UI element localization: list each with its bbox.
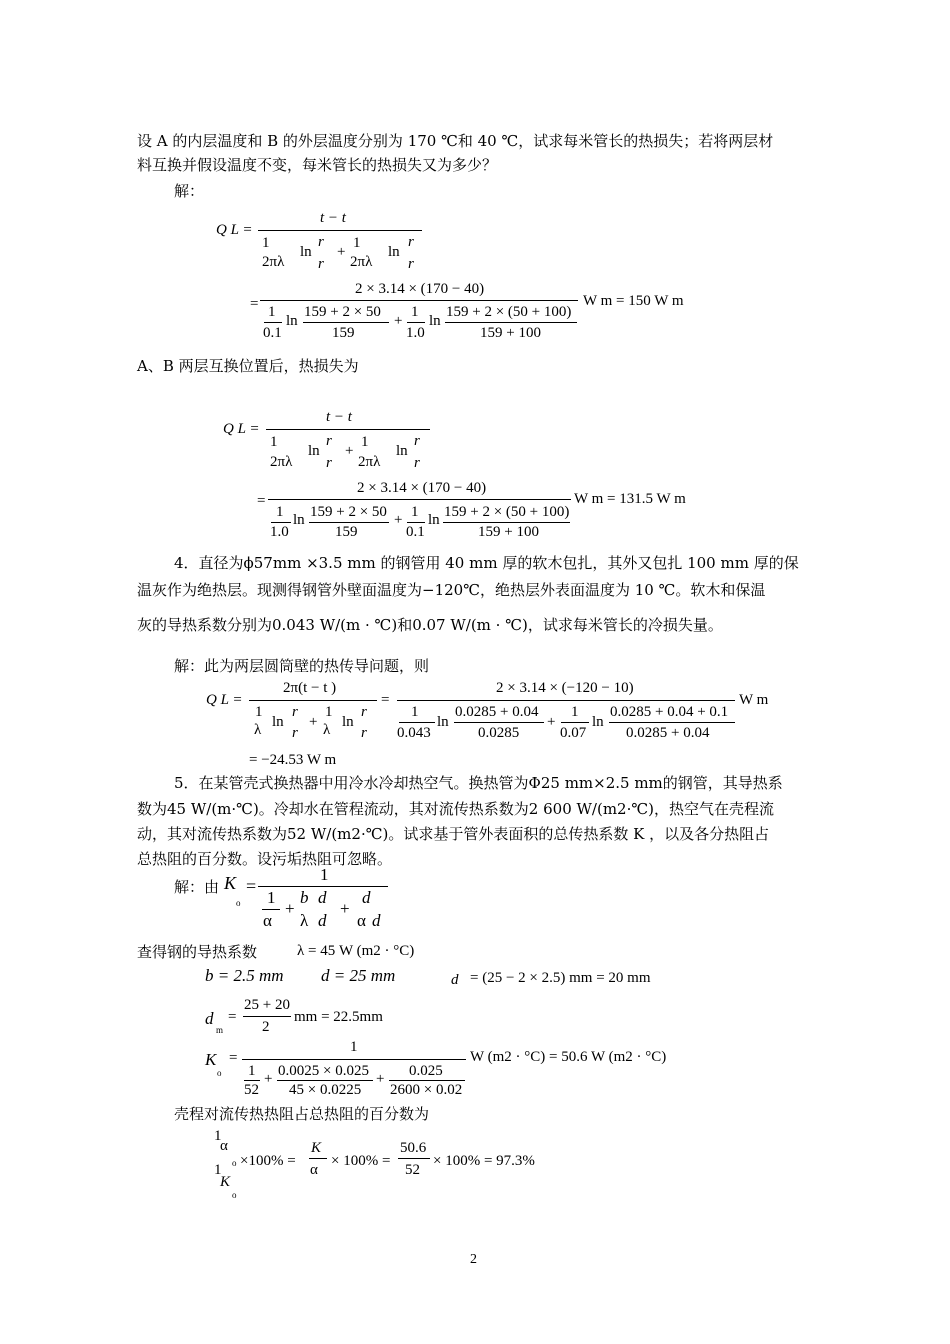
eq-term: + (340, 899, 350, 918)
eq-term: 1 (361, 434, 369, 450)
eq-term: mm = 22.5mm (294, 1009, 383, 1025)
fraction-bar (266, 429, 430, 430)
eq-term: 0.0285 (478, 725, 520, 741)
eq-result: W m = 150 W m (583, 293, 684, 309)
eq-term: 2πλ (262, 254, 285, 270)
eq-term: 2πλ (358, 454, 381, 470)
eq-term: + (345, 443, 354, 459)
eq-term: 1 (411, 704, 419, 720)
paragraph-line: 总热阻的百分数。设污垢热阻可忽略。 (137, 850, 393, 868)
eq-term: ln (396, 443, 408, 459)
eq-term: 159 + 2 × 50 (310, 504, 387, 520)
eq-numerator: 2 × 3.14 × (−120 − 10) (496, 680, 634, 696)
eq-subscript: o (232, 1158, 237, 1168)
eq-term: ln (592, 714, 604, 730)
eq-result: W (m2 · °C) = 50.6 W (m2 · °C) (470, 1049, 667, 1065)
eq-term: 1 (325, 704, 333, 720)
eq-term: K (224, 873, 237, 893)
fraction-bar (244, 1080, 260, 1081)
eq-term: r (361, 704, 367, 720)
eq-term: 159 (335, 524, 358, 540)
eq-b: b = 2.5 mm (205, 966, 284, 985)
eq-term: = (229, 1050, 238, 1066)
eq-term: 1 (270, 434, 278, 450)
eq-term: = (257, 493, 266, 509)
eq-term: K (205, 1050, 217, 1069)
eq-term: + (394, 313, 403, 329)
eq-term: 1 (214, 1162, 222, 1178)
eq-term: r (408, 234, 414, 250)
eq-term: 0.0285 + 0.04 (455, 704, 539, 720)
fraction-bar (271, 522, 291, 523)
paragraph-line: 5．在某管壳式换热器中用冷水冷却热空气。换热管为Φ25 mm×2.5 mm的钢管，其导热系 (174, 774, 783, 792)
paragraph-line: 设 A 的内层温度和 B 的外层温度分别为 170 ℃和 40 ℃，试求每米管长的热损失；若将两层材 (137, 132, 774, 150)
eq-term: 159 + 2 × (50 + 100) (444, 504, 570, 520)
fraction-bar (399, 722, 435, 723)
paragraph-line: 壳程对流传热热阻占总热阻的百分数为 (174, 1105, 430, 1123)
fraction-bar (303, 322, 389, 323)
eq-term: ln (293, 512, 305, 528)
fraction-bar (277, 1080, 373, 1081)
eq-term: 2πλ (270, 454, 293, 470)
eq-term: r (292, 704, 298, 720)
eq-term: 45 × 0.0225 (289, 1082, 362, 1098)
eq-term: 1 (353, 235, 361, 251)
eq-subscript: m (216, 1025, 224, 1035)
fraction-bar (258, 886, 388, 887)
eq-term: d (318, 911, 327, 930)
eq-term: 159 + 2 × (50 + 100) (446, 304, 572, 320)
eq-term: + (285, 899, 295, 918)
eq-term: 0.1 (263, 325, 282, 341)
eq-term: 0.043 (397, 725, 431, 741)
eq-term: d (372, 911, 381, 930)
fraction-bar (264, 322, 282, 323)
eq-term: 159 + 100 (480, 325, 541, 341)
eq-term: 52 (244, 1082, 259, 1098)
eq-numerator: t − t (326, 409, 352, 425)
eq-unit: W m (739, 692, 769, 708)
eq-term: ln (437, 714, 449, 730)
eq-term: 1 (255, 704, 263, 720)
eq-subscript: o (232, 1190, 237, 1200)
paragraph-line: 料互换并假设温度不变，每米管长的热损失又为多少？ (137, 156, 498, 174)
paragraph-line: 灰的导热系数分别为0.043 W/(m · ℃)和0.07 W/(m · ℃)，试求每米管长的冷损失量。 (137, 616, 723, 634)
eq-term: 1 (267, 888, 276, 907)
eq-term: 1 (262, 235, 270, 251)
eq-term: 1 (350, 1039, 358, 1055)
eq-term: 0.07 (560, 725, 587, 741)
eq-term: b (300, 888, 309, 907)
fraction-bar (407, 322, 425, 323)
eq-term: 1.0 (406, 325, 425, 341)
eq-term: 159 + 100 (478, 524, 539, 540)
eq-numerator: 2 × 3.14 × (170 − 40) (355, 281, 485, 297)
eq-term: + (547, 714, 556, 730)
paragraph-line: A、B 两层互换位置后，热损失为 (137, 357, 359, 375)
fraction-bar (389, 1080, 465, 1081)
eq-term: + (337, 244, 346, 260)
fraction-bar (398, 1158, 430, 1159)
eq-term: λ (300, 911, 309, 930)
eq-term: d (318, 888, 327, 907)
eq-term: 0.0285 + 0.04 (626, 725, 710, 741)
fraction-bar (242, 1059, 466, 1060)
fraction-bar (249, 700, 377, 701)
eq-term: λ (323, 722, 331, 738)
fraction-bar (309, 1158, 327, 1159)
eq-term: r (326, 433, 332, 449)
eq-term: + (376, 1071, 385, 1087)
eq-term: 1 (571, 704, 579, 720)
eq-lhs: Q L = (216, 222, 253, 238)
eq-term: 1 (248, 1063, 256, 1079)
fraction-bar (262, 909, 280, 910)
fraction-bar (243, 1016, 291, 1017)
eq-term: ln (428, 512, 440, 528)
paragraph-line: 查得钢的导热系数 (137, 943, 258, 961)
eq-lhs: Q L = (206, 692, 243, 708)
eq-term: r (361, 725, 367, 741)
eq-do: d = 25 mm (321, 966, 396, 985)
eq-term: ln (286, 313, 298, 329)
eq-term: + (264, 1071, 273, 1087)
eq-term: 50.6 (400, 1140, 427, 1156)
fraction-bar (443, 522, 570, 523)
eq-term: = (246, 876, 257, 896)
eq-term: 0.025 (409, 1063, 443, 1079)
eq-term: 159 (332, 325, 355, 341)
fraction-bar (258, 230, 422, 231)
eq-term: 2600 × 0.02 (390, 1082, 463, 1098)
fraction-bar (309, 522, 389, 523)
eq-term: 0.0025 × 0.025 (278, 1063, 369, 1079)
eq-term: r (414, 433, 420, 449)
eq-term: d (451, 972, 459, 988)
solution-label: 解：此为两层圆筒壁的热传导问题，则 (174, 657, 430, 675)
eq-term: 25 + 20 (244, 997, 290, 1013)
eq-term: r (318, 256, 324, 272)
paragraph-line: 温灰作为绝热层。现测得钢管外壁面温度为−120℃，绝热层外表面温度为 10 ℃。软木和保温 (137, 581, 766, 599)
eq-numerator: t − t (320, 210, 346, 226)
solution-label: 解： (174, 182, 205, 200)
eq-term: d (362, 888, 371, 907)
eq-subscript: o (236, 898, 241, 908)
eq-term: λ (254, 722, 262, 738)
eq-numerator: 2 × 3.14 × (170 − 40) (357, 480, 487, 496)
eq-term: 0.0285 + 0.04 + 0.1 (610, 704, 729, 720)
eq-term: + (394, 512, 403, 528)
fraction-bar (454, 722, 544, 723)
eq-numerator: 2π(t − t ) (283, 680, 337, 696)
eq-term: r (292, 725, 298, 741)
eq-term: α (310, 1162, 318, 1178)
fraction-bar (407, 522, 425, 523)
eq-term: α (220, 1138, 228, 1154)
eq-subscript: o (217, 1068, 222, 1078)
eq-term: 2 (262, 1019, 270, 1035)
eq-term: × 100% = (331, 1153, 391, 1169)
fraction-bar (609, 722, 735, 723)
eq-lambda: λ = 45 W (m2 · °C) (297, 943, 415, 959)
eq-term: 1 (276, 504, 284, 520)
eq-term: ln (300, 244, 312, 260)
eq-term: 159 + 2 × 50 (304, 304, 381, 320)
eq-term: 1 (411, 504, 419, 520)
eq-term: ×100% = (240, 1153, 296, 1169)
eq-term: r (414, 455, 420, 471)
eq-term: 1 (411, 304, 419, 320)
fraction-bar (260, 300, 578, 301)
eq-term: ln (429, 313, 441, 329)
page-number: 2 (470, 1252, 477, 1267)
eq-term: ln (272, 714, 284, 730)
eq-term: 1.0 (270, 524, 289, 540)
fraction-bar (445, 322, 577, 323)
eq-term: 52 (405, 1162, 420, 1178)
eq-lhs: Q L = (223, 421, 260, 437)
eq-term: α (263, 911, 272, 930)
eq-term: r (318, 234, 324, 250)
solution-label: 解：由 (174, 878, 220, 896)
eq-di: = (25 − 2 × 2.5) mm = 20 mm (470, 970, 651, 986)
eq-term: ln (342, 714, 354, 730)
eq-term: α (357, 911, 366, 930)
fraction-bar (397, 700, 735, 701)
eq-term: = (250, 296, 259, 312)
eq-result: × 100% = 97.3% (433, 1153, 535, 1169)
eq-term: r (408, 256, 414, 272)
eq-result: = −24.53 W m (249, 752, 337, 768)
eq-term: K (220, 1174, 231, 1190)
eq-term: d (205, 1009, 214, 1028)
eq-term: ln (308, 443, 320, 459)
paragraph-line: 4．直径为ϕ57mm ×3.5 mm 的钢管用 40 mm 厚的软木包扎，其外又包扎 100 mm 厚的保 (174, 554, 799, 572)
eq-term: r (326, 455, 332, 471)
eq-term: ln (388, 244, 400, 260)
eq-term: 1 (268, 304, 276, 320)
paragraph-line: 数为45 W/(m·℃)。冷却水在管程流动，其对流传热系数为2 600 W/(m2·℃)，热空气在壳程流 (137, 800, 775, 818)
eq-term: = (228, 1009, 237, 1025)
eq-term: = (381, 692, 390, 708)
eq-term: 1 (320, 865, 329, 884)
paragraph-line: 动，其对流传热系数为52 W/(m2·℃)。试求基于管外表面积的总传热系数 K ，以及各分热阻占 (137, 825, 770, 843)
fraction-bar (268, 499, 571, 500)
eq-term: K (311, 1140, 322, 1156)
eq-term: 1 (214, 1128, 222, 1144)
eq-term: 0.1 (406, 524, 425, 540)
fraction-bar (561, 722, 589, 723)
eq-term: + (309, 714, 318, 730)
eq-term: 2πλ (350, 254, 373, 270)
eq-result: W m = 131.5 W m (574, 491, 686, 507)
